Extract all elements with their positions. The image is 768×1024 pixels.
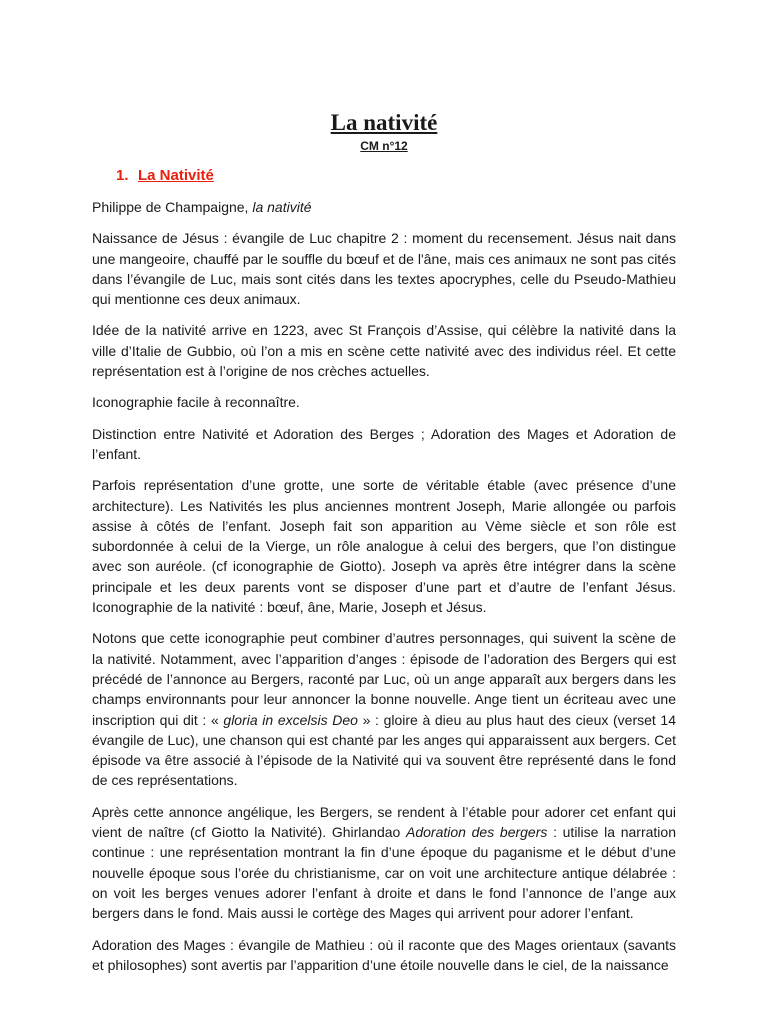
paragraph-text: Philippe de Champaigne, [92, 199, 253, 215]
section-heading [116, 165, 214, 187]
paragraph [92, 392, 676, 412]
paragraph-text: Idée de la nativité arrive en 1223, avec St François d’Assise, qui célèbre la nativité dans la ville d’Italie de Gubbio, où l’on a mis en scène cette nativité avec des individus réel. Et cette représentation est à l’origine de nos crèches actuelles. [92, 322, 676, 380]
italic-text: la nativité [252, 199, 312, 215]
paragraph-text: Iconographie facile à reconnaître. [92, 394, 300, 411]
paragraph [92, 320, 676, 381]
paragraph-text: Adoration des Mages : évangile de Mathieu : où il raconte que des Mages orientaux (savants et philosophes) sont avertis par l’apparition d’une étoile nouvelle dans le ciel, de la naissance [92, 936, 676, 973]
document-body [92, 197, 676, 986]
paragraph-text: : utilise la narration continue : une représentation montrant la fin d’une époque du paganisme et le début d’une nouvelle époque sous l’orée du christianisme, car on voit une architecture antique délabrée : on voit les berges venues adorer l’enfant à droite et dans le fond l’annonce de l’ange aux bergers dans le fond. Mais aussi le cortège des Mages qui arrivent pour adorer l’enfant. [92, 824, 676, 922]
paragraph [92, 424, 676, 465]
paragraph [92, 628, 676, 790]
paragraph-text: Après cette annonce angélique, les Bergers, se rendent à l’étable pour adorer cet enfant qui vient de naître (cf Giotto la Nativité). Ghirlandao [92, 803, 676, 841]
paragraph-text: Distinction entre Nativité et Adoration des Berges ; Adoration des Mages et Adoration de l’enfant. [92, 425, 676, 462]
paragraph [92, 228, 676, 309]
paragraph-text: » : gloire à dieu au plus haut des cieux (verset 14 évangile de Luc), une chanson qui est chanté par les anges qui apparaissent aux bergers. Cet épisode va être associé à l’épisode de la Nativité qui va souvent être représenté dans le fond de ces représentations. [92, 711, 676, 789]
paragraph-text: Notons que cette iconographie peut combiner d’autres personnages, qui suivent la scène de la nativité. Notamment, avec l’apparition d’anges : épisode de l’adoration des Bergers qui est précédé de l’annonce au Bergers, raconté par Luc, où un ange apparaît aux bergers dans les champs environnants pour leur annoncer la bonne nouvelle. Ange tient un écriteau avec une inscription qui dit : « [92, 630, 676, 728]
paragraph-text: Parfois représentation d’une grotte, une sorte de véritable étable (avec présence d’une architecture). Les Nativités les plus anciennes montrent Joseph, Marie allongée ou parfois assise à côtés de l’enfant. Joseph fait son apparition au Vème siècle et son rôle est subordonnée à celui de la Vierge, un rôle analogue à celui des bergers, que l’on distingue avec son auréole. (cf iconographie de Giotto). Joseph va après être intégrer dans la scène principale et les deux parents vont se disposer d’une part et d’autre de l’enfant Jésus. Iconographie de la nativité : bœuf, âne, Marie, Joseph et Jésus. [92, 477, 676, 616]
document-subtitle: CM n°12 [360, 139, 408, 153]
italic-text: Adoration des bergers [406, 824, 548, 841]
paragraph [92, 802, 676, 924]
italic-text: gloria in excelsis Deo [223, 711, 358, 728]
section-title: La Nativité [138, 167, 214, 184]
paragraph [92, 475, 676, 617]
paragraph-text: Naissance de Jésus : évangile de Luc chapitre 2 : moment du recensement. Jésus nait dans une mangeoire, chauffé par le souffle du bœuf et de l'âne, mais ces animaux ne sont pas cités dans l’évangile de Luc, mais sont cités dans les textes apocryphes, celle du Pseudo-Mathieu qui mentionne ces deux animaux. [92, 230, 676, 308]
section-number: 1. [116, 167, 129, 184]
paragraph [92, 197, 676, 217]
document-title: La nativité [330, 110, 438, 135]
paragraph [92, 935, 676, 976]
